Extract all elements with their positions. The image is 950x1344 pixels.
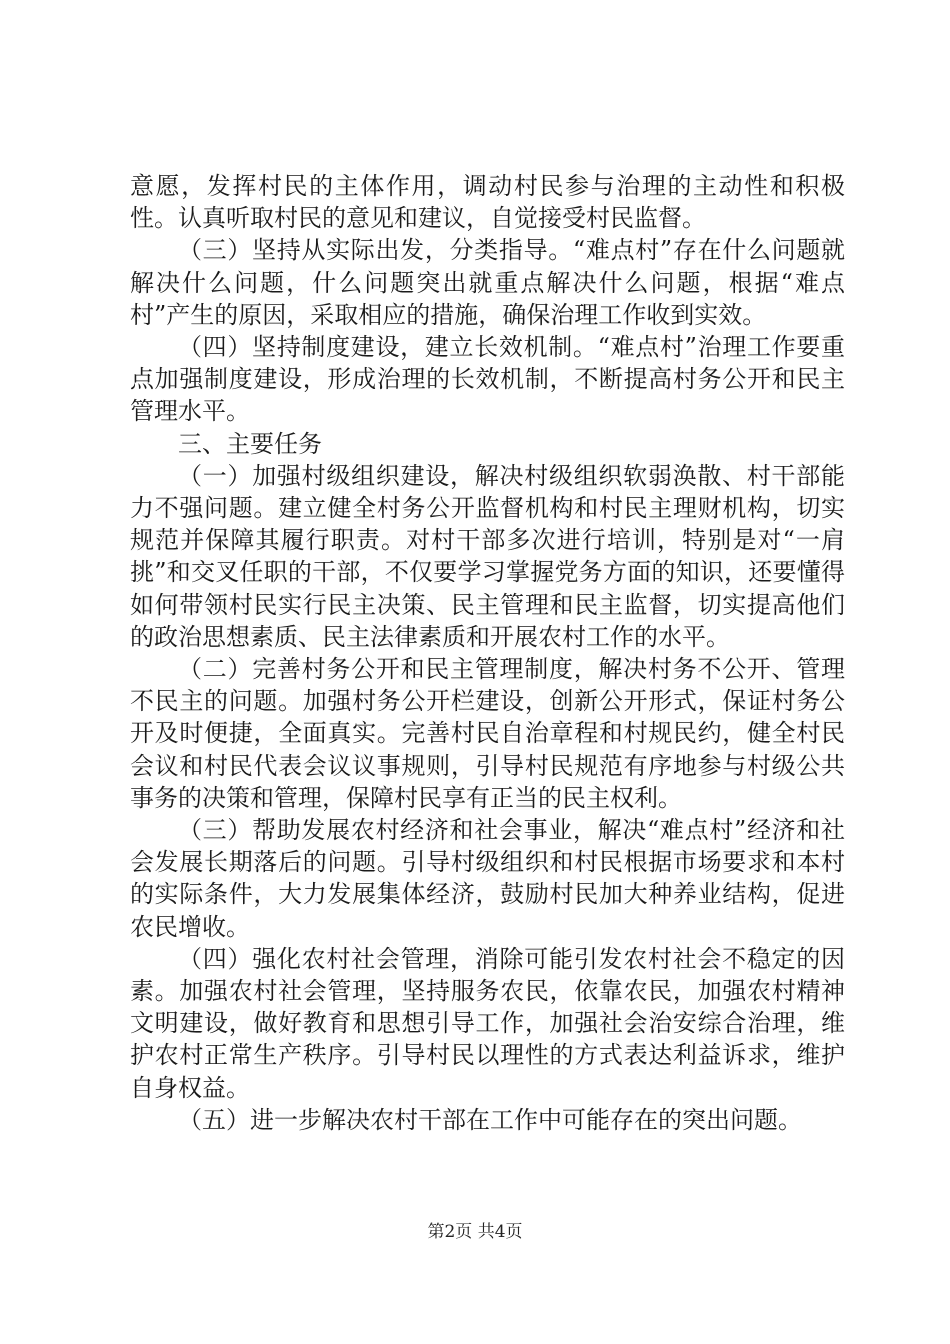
paragraph-task-2: （二）完善村务公开和民主管理制度，解决村务不公开、管理不民主的问题。加强村务公开栏建设，创新公开形式，保证村务公开及时便捷，全面真实。完善村民自治章程和村规民约，健全村民会议和村民代表会议议事规则，引导村民规范有序地参与村级公共事务的决策和管理，保障村民享有正当的民主权利。 xyxy=(130,655,845,812)
page-number-footer: 第2页 共4页 xyxy=(427,1222,523,1242)
paragraph-principle-4: （四）坚持制度建设，建立长效机制。“难点村”治理工作要重点加强制度建设，形成治理的长效机制，不断提高村务公开和民主管理水平。 xyxy=(130,333,845,426)
paragraph-task-5: （五）进一步解决农村干部在工作中可能存在的突出问题。 xyxy=(178,1105,802,1134)
paragraph-continuation: 意愿，发挥村民的主体作用，调动村民参与治理的主动性和积极性。认真听取村民的意见和建议，自觉接受村民监督。 xyxy=(130,172,845,233)
paragraph-task-1: （一）加强村级组织建设，解决村级组织软弱涣散、村干部能力不强问题。建立健全村务公开监督机构和村民主理财机构，切实规范并保障其履行职责。对村干部多次进行培训，特别是对“一肩挑”和交叉任职的干部，不仅要学习掌握党务方面的知识，还要懂得如何带领村民实行民主决策、民主管理和民主监督，切实提高他们的政治思想素质、民主法律素质和开展农村工作的水平。 xyxy=(130,461,845,651)
document-body xyxy=(130,170,845,1136)
paragraph-principle-3: （三）坚持从实际出发，分类指导。“难点村”存在什么问题就解决什么问题，什么问题突出就重点解决什么问题，根据“难点村”产生的原因，采取相应的措施，确保治理工作收到实效。 xyxy=(130,236,845,329)
paragraph-task-3: （三）帮助发展农村经济和社会事业，解决“难点村”经济和社会发展长期落后的问题。引导村级组织和村民根据市场要求和本村的实际条件，大力发展集体经济，鼓励村民加大种养业结构，促进农民增收。 xyxy=(130,816,845,941)
paragraph-task-4: （四）强化农村社会管理，消除可能引发农村社会不稳定的因素。加强农村社会管理，坚持服务农民，依靠农民，加强农村精神文明建设，做好教育和思想引导工作，加强社会治安综合治理，维护农村正常生产秩序。引导村民以理性的方式表达利益诉求，维护自身权益。 xyxy=(130,944,845,1102)
section-heading-main-tasks: 三、主要任务 xyxy=(178,429,322,458)
